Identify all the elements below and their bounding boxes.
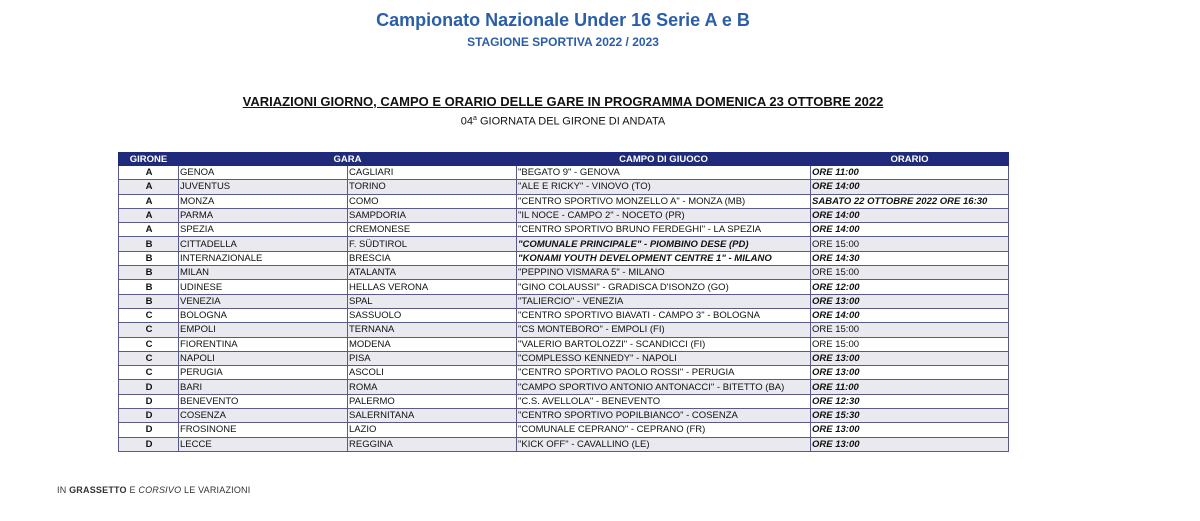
cell-campo: "CENTRO SPORTIVO POPILBIANCO" - COSENZA [517, 409, 811, 423]
document-title: VARIAZIONI GIORNO, CAMPO E ORARIO DELLE GARE IN PROGRAMMA DOMENICA 23 OTTOBRE 2022 [242, 94, 884, 109]
cell-orario: ORE 15:30 [811, 409, 1009, 423]
cell-orario: ORE 13:00 [811, 294, 1009, 308]
cell-away-team: SASSUOLO [348, 308, 517, 322]
table-row [119, 308, 1009, 322]
cell-orario: ORE 15:00 [811, 266, 1009, 280]
cell-girone: D [119, 409, 179, 423]
cell-home-team: COSENZA [179, 409, 348, 423]
cell-home-team: MILAN [179, 266, 348, 280]
cell-girone: A [119, 194, 179, 208]
table-row [119, 437, 1009, 451]
cell-campo: "TALIERCIO" - VENEZIA [517, 294, 811, 308]
cell-away-team: HELLAS VERONA [348, 280, 517, 294]
cell-orario: ORE 13:00 [811, 366, 1009, 380]
cell-campo: "VALERIO BARTOLOZZI" - SCANDICCI (FI) [517, 337, 811, 351]
table-row [119, 294, 1009, 308]
cell-orario: ORE 13:00 [811, 351, 1009, 365]
cell-orario: SABATO 22 OTTOBRE 2022 ORE 16:30 [811, 194, 1009, 208]
table-row [119, 166, 1009, 180]
cell-away-team: TORINO [348, 180, 517, 194]
table-row [119, 251, 1009, 265]
cell-girone: B [119, 294, 179, 308]
cell-campo: "CENTRO SPORTIVO MONZELLO A" - MONZA (MB) [517, 194, 811, 208]
cell-campo: "COMUNALE CEPRANO" - CEPRANO (FR) [517, 423, 811, 437]
cell-girone: B [119, 251, 179, 265]
cell-orario: ORE 14:00 [811, 180, 1009, 194]
table-row [119, 266, 1009, 280]
cell-orario: ORE 12:30 [811, 394, 1009, 408]
cell-girone: A [119, 208, 179, 222]
cell-home-team: INTERNAZIONALE [179, 251, 348, 265]
header-girone: GIRONE [119, 153, 179, 166]
cell-girone: A [119, 166, 179, 180]
table-row [119, 409, 1009, 423]
round-number: 04 [460, 115, 474, 128]
cell-orario: ORE 13:00 [811, 423, 1009, 437]
footnote [57, 485, 250, 495]
cell-orario: ORE 14:00 [811, 223, 1009, 237]
footnote-prefix: IN [57, 485, 70, 495]
cell-girone: B [119, 280, 179, 294]
cell-home-team: VENEZIA [179, 294, 348, 308]
games-table [118, 152, 1009, 452]
season-subtitle: STAGIONE SPORTIVA 2022 / 2023 [467, 35, 659, 49]
cell-orario: ORE 11:00 [811, 166, 1009, 180]
round-ordinal: a [473, 115, 477, 122]
cell-away-team: REGGINA [348, 437, 517, 451]
cell-campo: "COMUNALE PRINCIPALE" - PIOMBINO DESE (PD) [517, 237, 811, 251]
cell-girone: A [119, 223, 179, 237]
cell-campo: "CENTRO SPORTIVO PAOLO ROSSI" - PERUGIA [517, 366, 811, 380]
cell-girone: C [119, 337, 179, 351]
cell-away-team: F. SÜDTIROL [348, 237, 517, 251]
cell-girone: D [119, 437, 179, 451]
cell-girone: C [119, 351, 179, 365]
cell-campo: "PEPPINO VISMARA 5" - MILANO [517, 266, 811, 280]
cell-girone: A [119, 180, 179, 194]
cell-home-team: UDINESE [179, 280, 348, 294]
cell-home-team: BENEVENTO [179, 394, 348, 408]
footnote-suffix: LE VARIAZIONI [181, 485, 251, 495]
cell-away-team: ASCOLI [348, 366, 517, 380]
cell-home-team: PARMA [179, 208, 348, 222]
header-orario: ORARIO [811, 153, 1009, 166]
table-row [119, 423, 1009, 437]
cell-campo: "IL NOCE - CAMPO 2" - NOCETO (PR) [517, 208, 811, 222]
table-row [119, 237, 1009, 251]
table-row [119, 194, 1009, 208]
cell-away-team: PALERMO [348, 394, 517, 408]
cell-campo: "C.S. AVELLOLA" - BENEVENTO [517, 394, 811, 408]
cell-home-team: FROSINONE [179, 423, 348, 437]
cell-home-team: LECCE [179, 437, 348, 451]
cell-orario: ORE 15:00 [811, 337, 1009, 351]
header-gara: GARA [179, 153, 517, 166]
cell-girone: D [119, 423, 179, 437]
championship-title: Campionato Nazionale Under 16 Serie A e B [376, 10, 750, 30]
cell-campo: "CENTRO SPORTIVO BRUNO FERDEGHI" - LA SPEZIA [517, 223, 811, 237]
header-campo: CAMPO DI GIUOCO [517, 153, 811, 166]
table-row [119, 223, 1009, 237]
cell-home-team: PERUGIA [179, 366, 348, 380]
cell-home-team: GENOA [179, 166, 348, 180]
cell-campo: "CAMPO SPORTIVO ANTONIO ANTONACCI" - BITETTO (BA) [517, 380, 811, 394]
table-row [119, 337, 1009, 351]
cell-away-team: CREMONESE [348, 223, 517, 237]
table-row [119, 208, 1009, 222]
cell-campo: "CENTRO SPORTIVO BIAVATI - CAMPO 3" - BOLOGNA [517, 308, 811, 322]
cell-orario: ORE 11:00 [811, 380, 1009, 394]
games-table-body [119, 166, 1009, 452]
cell-away-team: SAMPDORIA [348, 208, 517, 222]
cell-girone: B [119, 237, 179, 251]
round-text: GIORNATA DEL GIRONE DI ANDATA [476, 115, 666, 128]
cell-home-team: SPEZIA [179, 223, 348, 237]
table-row [119, 351, 1009, 365]
cell-orario: ORE 14:30 [811, 251, 1009, 265]
cell-orario: ORE 15:00 [811, 323, 1009, 337]
cell-campo: "KONAMI YOUTH DEVELOPMENT CENTRE 1" - MILANO [517, 251, 811, 265]
table-row [119, 323, 1009, 337]
cell-home-team: CITTADELLA [179, 237, 348, 251]
cell-home-team: EMPOLI [179, 323, 348, 337]
table-row [119, 366, 1009, 380]
cell-away-team: CAGLIARI [348, 166, 517, 180]
cell-orario: ORE 14:00 [811, 208, 1009, 222]
table-row [119, 280, 1009, 294]
footnote-middle: E [126, 485, 139, 495]
cell-campo: "ALE E RICKY" - VINOVO (TO) [517, 180, 811, 194]
cell-away-team: LAZIO [348, 423, 517, 437]
cell-away-team: ATALANTA [348, 266, 517, 280]
cell-girone: C [119, 366, 179, 380]
cell-home-team: BARI [179, 380, 348, 394]
cell-away-team: SALERNITANA [348, 409, 517, 423]
round-subtitle [0, 115, 1126, 128]
cell-home-team: BOLOGNA [179, 308, 348, 322]
footnote-italic: CORSIVO [138, 485, 182, 495]
footnote-bold: GRASSETTO [69, 485, 127, 495]
cell-away-team: TERNANA [348, 323, 517, 337]
cell-home-team: NAPOLI [179, 351, 348, 365]
cell-away-team: COMO [348, 194, 517, 208]
cell-girone: D [119, 394, 179, 408]
cell-campo: "GINO COLAUSSI" - GRADISCA D'ISONZO (GO) [517, 280, 811, 294]
cell-away-team: BRESCIA [348, 251, 517, 265]
cell-orario: ORE 14:00 [811, 308, 1009, 322]
cell-girone: C [119, 308, 179, 322]
cell-campo: "KICK OFF" - CAVALLINO (LE) [517, 437, 811, 451]
cell-orario: ORE 12:00 [811, 280, 1009, 294]
cell-home-team: FIORENTINA [179, 337, 348, 351]
table-header-row [119, 153, 1009, 166]
cell-away-team: MODENA [348, 337, 517, 351]
cell-campo: "BEGATO 9" - GENOVA [517, 166, 811, 180]
cell-campo: "CS MONTEBORO" - EMPOLI (FI) [517, 323, 811, 337]
table-row [119, 380, 1009, 394]
table-row [119, 180, 1009, 194]
table-row [119, 394, 1009, 408]
cell-away-team: PISA [348, 351, 517, 365]
cell-away-team: SPAL [348, 294, 517, 308]
cell-girone: D [119, 380, 179, 394]
cell-campo: "COMPLESSO KENNEDY" - NAPOLI [517, 351, 811, 365]
cell-orario: ORE 13:00 [811, 437, 1009, 451]
cell-home-team: MONZA [179, 194, 348, 208]
cell-girone: B [119, 266, 179, 280]
cell-girone: C [119, 323, 179, 337]
cell-orario: ORE 15:00 [811, 237, 1009, 251]
cell-away-team: ROMA [348, 380, 517, 394]
cell-home-team: JUVENTUS [179, 180, 348, 194]
